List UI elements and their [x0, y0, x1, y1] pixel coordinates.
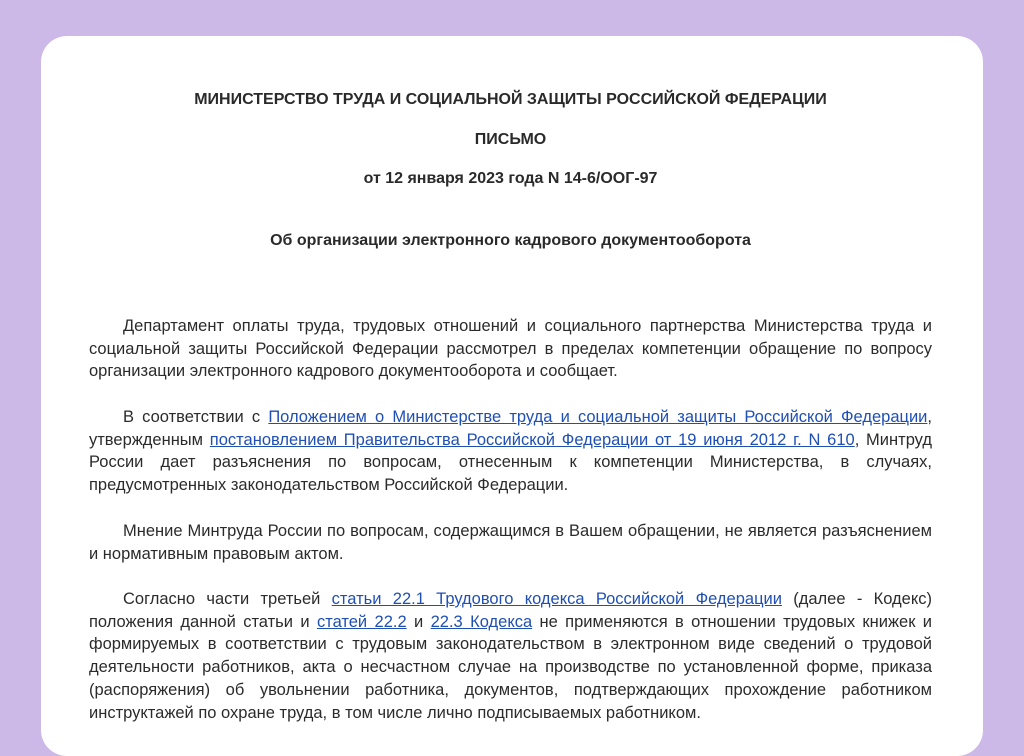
- regulation-link[interactable]: Положением о Министерстве труда и социальной защиты Российской Федерации: [268, 408, 928, 426]
- paragraph-4: [89, 588, 932, 724]
- paragraph-2-text-1: В соответствии с: [123, 408, 269, 426]
- document-card: [41, 36, 983, 756]
- paragraph-1: Департамент оплаты труда, трудовых отношений и социального партнерства Министерства труда и социальной защиты Российской Федерации рассмотрел в пределах компетенции обращение по вопросу организации электронного кадрового документооборота и сообщает.: [89, 317, 932, 381]
- paragraph-4-text-3: и: [406, 612, 431, 631]
- paragraph-4-text-2: (далее - Кодекс) положения данной статьи и: [89, 590, 932, 631]
- paragraph-2-text-2: , утвержденным: [89, 408, 932, 449]
- paragraph-2: [89, 406, 932, 497]
- paragraph-2-text-3: , Минтруд России дает разъяснения по вопросам, отнесенным к компетенции Министерства, в случаях, предусмотренных законодательством Российской Федерации.: [89, 430, 933, 495]
- article-22-3-link[interactable]: 22.3 Кодекса: [430, 612, 533, 631]
- paragraph-3: Мнение Минтруда России по вопросам, содержащимся в Вашем обращении, не является разъяснением и нормативным правовым актом.: [89, 522, 932, 563]
- article-22-2-link[interactable]: статей 22.2: [316, 612, 407, 631]
- paragraph-4-text-1: Согласно части третьей: [123, 590, 332, 608]
- ministry-title: МИНИСТЕРСТВО ТРУДА И СОЦИАЛЬНОЙ ЗАЩИТЫ РОССИЙСКОЙ ФЕДЕРАЦИИ: [194, 91, 827, 108]
- document-type: ПИСЬМО: [474, 131, 547, 148]
- document-subject: Об организации электронного кадрового документооборота: [270, 232, 751, 249]
- document-date-number: от 12 января 2023 года N 14-6/ООГ-97: [363, 170, 658, 187]
- paragraph-4-text-4: не применяются в отношении трудовых книжек и формируемых в соответствии с трудовым законодательством в электронном виде сведений о трудовой деятельности работников, акта о несчастном случае на производстве по установленной форме, приказа (распоряжения) об увольнении работника, документов, подтверждающих прохождение работником инструктажей по охране труда, в том числе лично подписываемых работником.: [89, 612, 933, 722]
- government-decree-link[interactable]: постановлением Правительства Российской Федерации от 19 июня 2012 г. N 610: [209, 430, 855, 449]
- labor-code-article-22-1-link[interactable]: статьи 22.1 Трудового кодекса Российской Федерации: [331, 590, 782, 608]
